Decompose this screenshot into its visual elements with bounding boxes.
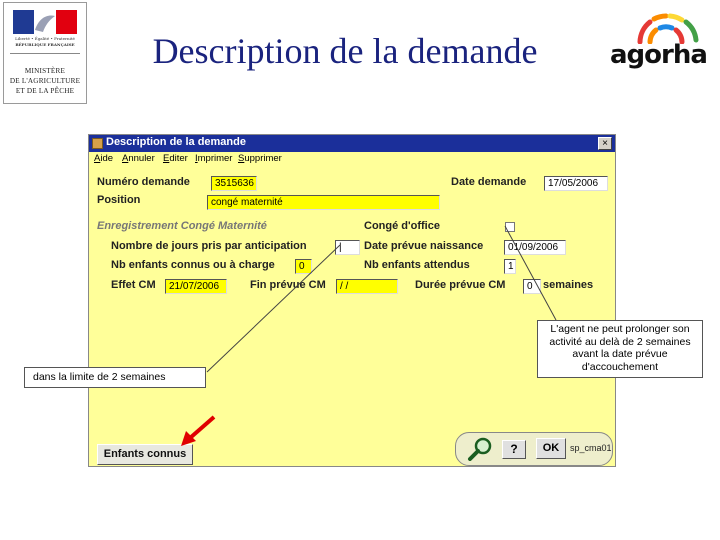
callout-left: dans la limite de 2 semaines — [24, 367, 206, 388]
duree-cm-field[interactable]: 0 — [523, 279, 541, 294]
jours-anticipation-field[interactable]: | — [335, 240, 360, 255]
enfants-connus-button[interactable]: Enfants connus — [97, 444, 193, 465]
callout-right: L'agent ne peut prolonger son activité au delà de 2 semaines avant la date prévue d'accouchement — [537, 320, 703, 378]
effet-cm-label: Effet CM — [111, 279, 156, 291]
screen-code: sp_cma01 — [570, 443, 612, 453]
close-button[interactable]: × — [598, 137, 612, 150]
window-title: Description de la demande — [106, 136, 246, 148]
date-naissance-label: Date prévue naissance — [364, 240, 484, 252]
agorha-logo-text: agorha — [610, 40, 707, 70]
ministry-line-3: ET DE LA PÊCHE — [15, 87, 75, 95]
menu-annuler[interactable]: Annuler — [122, 153, 155, 164]
enfants-connus-field[interactable]: 0 — [295, 259, 312, 274]
position-label: Position — [97, 194, 141, 206]
red-arrow-icon — [181, 417, 214, 446]
fin-cm-field[interactable]: / / — [336, 279, 398, 294]
effet-cm-field[interactable]: 21/07/2006 — [165, 279, 227, 294]
callout-left-line — [207, 245, 340, 372]
date-demande-label: Date demande — [451, 176, 527, 188]
ministry-line-2: DE L'AGRICULTURE — [9, 77, 81, 85]
numero-demande-field[interactable]: 3515636 — [211, 176, 257, 191]
republic-text: RÉPUBLIQUE FRANÇAISE — [15, 42, 75, 47]
motto-text: Liberté • Égalité • Fraternité — [15, 36, 75, 41]
conge-office-label: Congé d'office — [364, 220, 440, 232]
menu-imprimer[interactable]: Imprimer — [195, 153, 233, 164]
enfants-connus-label: Nb enfants connus ou à charge — [111, 259, 275, 271]
slide-title: Description de la demande — [152, 31, 538, 71]
enfants-attendus-label: Nb enfants attendus — [364, 259, 470, 271]
duree-cm-label: Durée prévue CM — [415, 279, 506, 291]
ministry-line-1: MINISTÈRE — [24, 67, 66, 75]
menu-supprimer[interactable]: Supprimer — [238, 153, 282, 164]
menu-aide[interactable]: Aide — [94, 153, 114, 164]
position-field[interactable]: congé maternité — [207, 195, 440, 210]
semaines-label: semaines — [543, 279, 594, 291]
callout-right-line — [505, 226, 556, 320]
numero-demande-label: Numéro demande — [97, 176, 190, 188]
ok-button[interactable]: OK — [536, 438, 566, 459]
enfants-attendus-field[interactable]: 1 — [504, 259, 516, 274]
date-naissance-field[interactable]: 01/09/2006 — [504, 240, 566, 255]
menu-editer[interactable]: Editer — [163, 153, 188, 164]
jours-anticipation-label: Nombre de jours pris par anticipation — [111, 240, 307, 252]
help-button[interactable]: ? — [502, 440, 526, 459]
date-demande-field[interactable]: 17/05/2006 — [544, 176, 608, 191]
fin-cm-label: Fin prévue CM — [250, 279, 326, 291]
section-conge-maternite: Enregistrement Congé Maternité — [97, 220, 267, 232]
